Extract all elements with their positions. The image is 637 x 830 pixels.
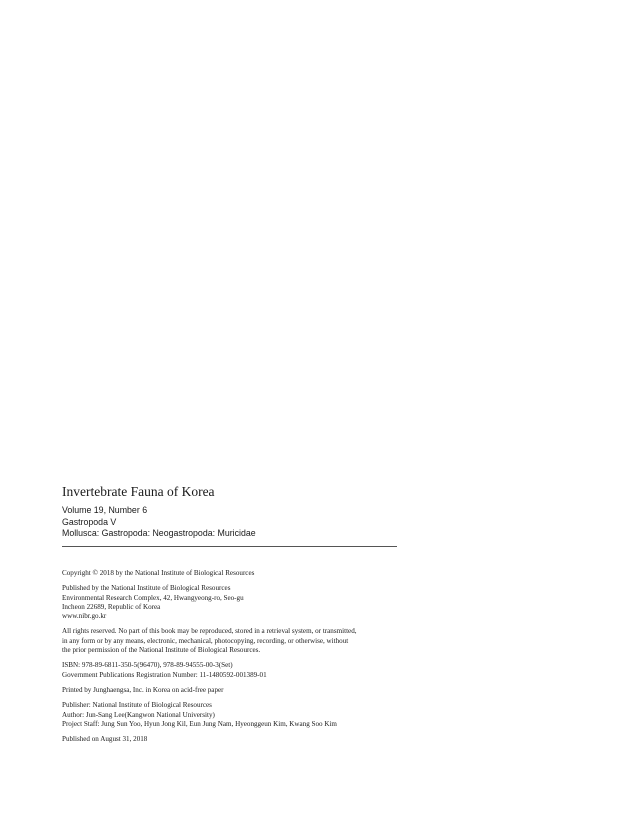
isbn-block [62,661,407,680]
volume-number: Volume 19, Number 6 [62,505,148,515]
author-credit-line: Author: Jun-Sang Lee(Kangwon National University) [62,710,215,719]
publication-date-line: Published on August 31, 2018 [62,735,148,744]
staff-credit-line: Project Staff: Jung Sun Yoo, Hyun Jong Kil, Eun Jung Nam, Hyeonggeun Kim, Kwang Soo Kim [62,719,337,728]
address-line-2: Incheon 22689, Republic of Korea [62,602,161,611]
publication-date [62,735,407,744]
rights-statement [62,627,407,655]
printer-line: Printed by Junghaengsa, Inc. in Korea on acid-free paper [62,685,224,694]
registration-number-line: Government Publications Registration Number: 11-1480592-001389-01 [62,670,267,679]
rights-line-2: in any form or by any means, electronic, mechanical, photocopying, recording, or otherwise, without [62,636,349,645]
rights-line-3: the prior permission of the National Institute of Biological Resources. [62,646,261,655]
website-line: www.nibr.go.kr [62,612,107,621]
rights-line-1: All rights reserved. No part of this book may be reproduced, stored in a retrieval system, or transmitted, [62,627,357,636]
divider-rule [62,546,397,547]
isbn-line: ISBN: 978-89-6811-350-5(96470), 978-89-94555-00-3(Set) [62,661,233,670]
printer-note [62,686,407,695]
publisher-name-line: Published by the National Institute of Biological Resources [62,584,231,593]
title-block [62,484,402,540]
imprint-block [62,569,407,750]
copyright-line: Copyright © 2018 by the National Institute of Biological Resources [62,569,255,577]
address-line-1: Environmental Research Complex, 42, Hwangyeong-ro, Seo-gu [62,593,244,602]
credits-block [62,701,407,729]
publisher-address [62,584,407,621]
taxon-group: Gastropoda V [62,516,117,527]
series-title: Invertebrate Fauna of Korea [62,484,215,499]
publisher-credit-line: Publisher: National Institute of Biological Resources [62,701,212,710]
taxonomy-path: Mollusca: Gastropoda: Neogastropoda: Muricidae [62,528,256,538]
copyright-notice [62,569,407,578]
